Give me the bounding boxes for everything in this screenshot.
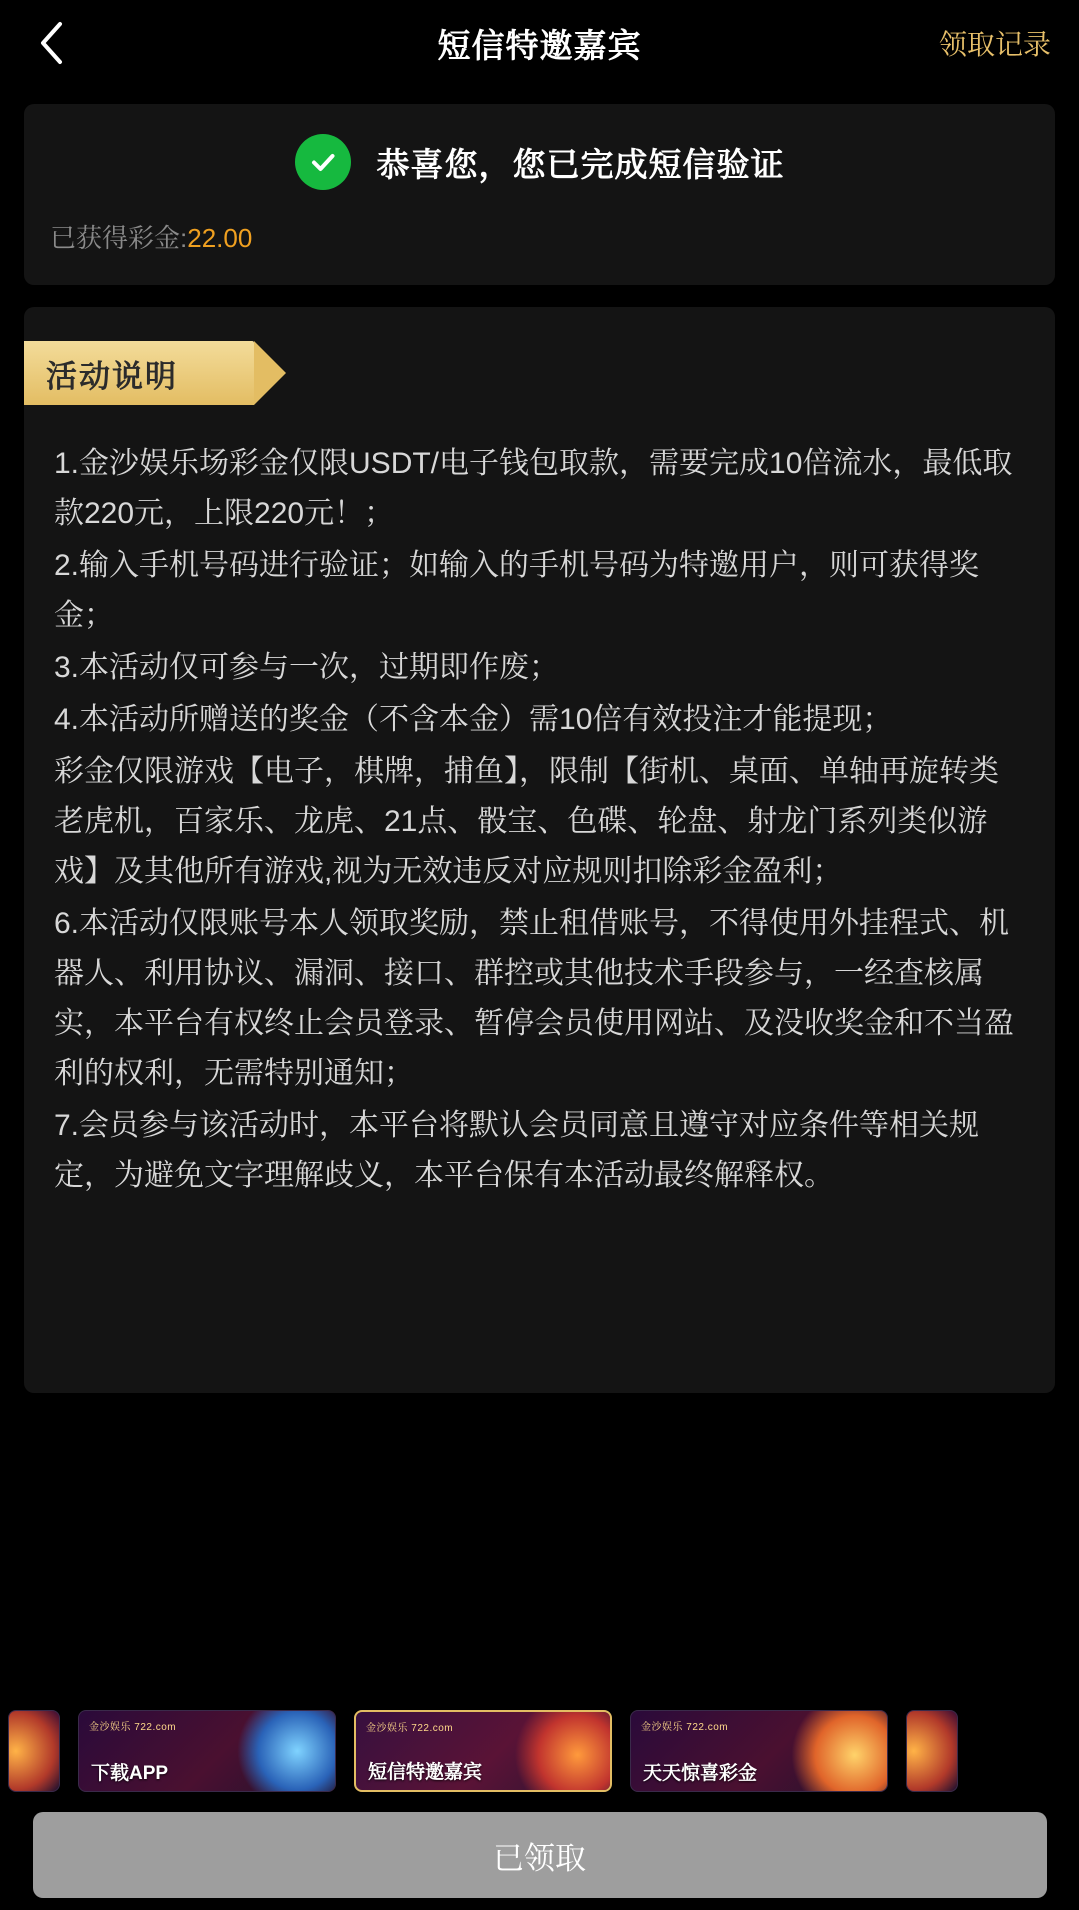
rule-item: 6.本活动仅限账号本人领取奖励，禁止租借账号，不得使用外挂程式、机器人、利用协议、漏洞、接口、群控或其他技术手段参与，一经查核属实，本平台有权终止会员登录、暂停会员使用网站、及没收奖金和不当盈利的权利，无需特别通知； — [54, 907, 1014, 1090]
rule-item: 1.金沙娱乐场彩金仅限USDT/电子钱包取款，需要完成10倍流水，最低取款220元，上限220元！； — [54, 447, 1013, 530]
activity-rules-ribbon — [24, 341, 254, 405]
activity-rules-title: 活动说明 — [46, 358, 178, 394]
promo-banner-caption: 天天惊喜彩金 — [643, 1763, 758, 1784]
check-circle-icon — [295, 134, 351, 190]
success-message: 恭喜您，您已完成短信验证 — [376, 145, 785, 183]
brand-logo: 金沙娱乐 722.com — [366, 1723, 454, 1734]
brand-logo: 金沙娱乐 722.com — [89, 1722, 177, 1733]
promo-banner-item-active[interactable] — [354, 1710, 612, 1792]
page-title: 短信特邀嘉宾 — [437, 26, 642, 64]
promo-banner-caption: 短信特邀嘉宾 — [368, 1762, 483, 1783]
back-button[interactable] — [28, 20, 74, 66]
claim-button[interactable]: 已领取 — [33, 1812, 1047, 1898]
rule-item: 4.本活动所赠送的奖金（不含本金）需10倍有效投注才能提现； — [54, 703, 893, 736]
bottom-action-bar — [0, 1800, 1079, 1910]
promo-banner-item[interactable] — [8, 1710, 60, 1792]
rule-item: 2.输入手机号码进行验证；如输入的手机号码为特邀用户，则可获得奖金； — [54, 549, 980, 632]
page-content — [0, 104, 1079, 1393]
rule-item: 7.会员参与该活动时，本平台将默认会员同意且遵守对应条件等相关规定，为避免文字理解歧义，本平台保有本活动最终解释权。 — [54, 1109, 980, 1192]
rule-item: 彩金仅限游戏【电子，棋牌，捕鱼】，限制【街机、桌面、单轴再旋转类老虎机，百家乐、龙虎、21点、骰宝、色碟、轮盘、射龙门系列类似游戏】及其他所有游戏,视为无效违反对应规则扣除彩金盈利； — [54, 755, 999, 888]
claim-records-link[interactable]: 领取记录 — [938, 29, 1051, 60]
activity-rules-body — [24, 405, 1055, 1201]
success-message-row — [50, 134, 1029, 190]
promo-banner-item[interactable] — [906, 1710, 958, 1792]
bonus-label: 已获得彩金: — [50, 223, 188, 253]
verification-success-card — [24, 104, 1055, 285]
rule-item: 3.本活动仅可参与一次，过期即作废； — [54, 651, 560, 684]
bonus-amount: 22.00 — [187, 223, 253, 253]
promo-banner-item[interactable] — [630, 1710, 888, 1792]
activity-rules-card — [24, 307, 1055, 1393]
promo-banner-carousel[interactable] — [0, 1710, 1079, 1808]
page-header — [0, 0, 1079, 86]
chevron-left-icon — [36, 20, 66, 66]
promo-banner-caption: 下载APP — [91, 1763, 169, 1784]
promo-banner-item[interactable] — [78, 1710, 336, 1792]
bonus-row — [50, 218, 1029, 255]
brand-logo: 金沙娱乐 722.com — [641, 1722, 729, 1733]
